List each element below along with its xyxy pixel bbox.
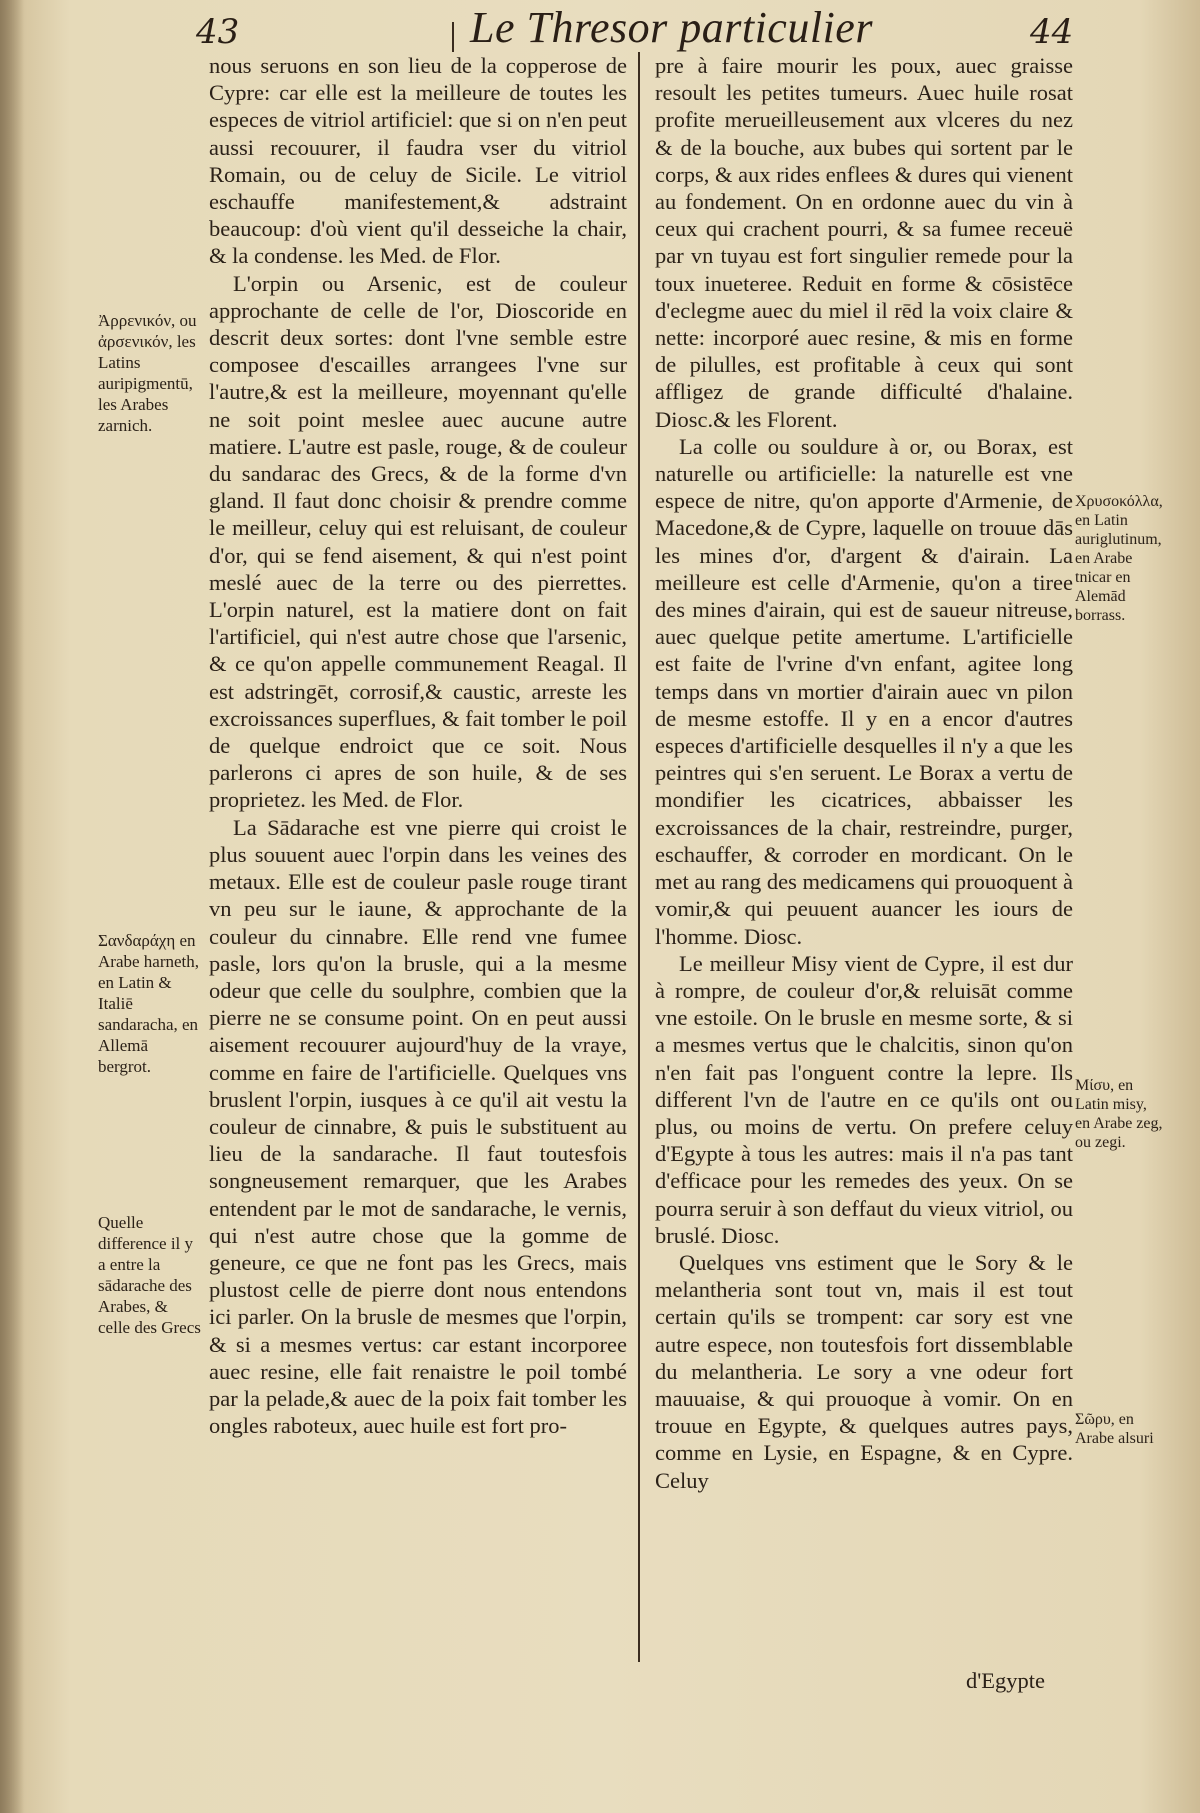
- paragraph-sandarache-cont: pre à faire mourir les poux, auec graisse resoult les petites tumeurs. Auec huile rosat profite merueilleusement aux vlceres du nez & de la bouche, aux bubes qui sortent par le corps, & aux rides enflees & dures qui vienent au fondement. On en ordonne auec du vin à ceux qui crachent pourri, & sa fumee receuë par vn tuyau est fort singulier remede pour la toux inueteree. Reduit en forme & cōsistēce d'eclegme auec du miel il rēd la voix claire & nette: incorporé auec resine, & mis en forme de pilulles, est profitable à ceux qui sont affligez de grande difficulté d'halaine. Diosc.& les Florent.: [655, 53, 1074, 432]
- paragraph-orpin: L'orpin ou Arsenic, est de couleur approchante de celle de l'or, Dioscoride en descrit deux sortes: dont l'vne semble estre composee d'escailles arrangees l'vne sur l'autre,& est la meilleure, moyennant qu'elle ne soit point meslee auec aucune autre matiere. L'autre est pasle, rouge, & de couleur du sandarac des Grecs, & de la forme d'vn gland. Il faut donc choisir & prendre comme le meilleur, celuy qui est reluisant, de couleur d'or, qui se fend aisement, & qui n'est point meslé auec de la terre ou des pierrettes. L'orpin naturel, est la matiere dont on fait l'artificiel, qui n'est autre chose que l'arsenic, & ce qu'on appelle communement Reagal. Il est adstringēt, corrosif,& caustic, arreste les excroissances superflues, & fait tomber le poil de quelque endroict que ce soit. Nous parlerons ci apres de son huile, & de ses proprietez. les Med. de Flor.: [209, 270, 627, 813]
- paragraph-sandarache: La Sādarache est vne pierre qui croist le plus souuent auec l'orpin dans les veines des metaux. Elle est de couleur pasle rouge tirant vn peu sur le iaune, & approchante de la couleur du cinnabre. Elle rend vne fumee pasle, lors qu'on la brusle, qui a la mesme odeur que celle du soulphre, combien que la pierre ne se consume point. On en peut aussi aisement recouurer aujourd'huy de la vraye, comme en faire de l'artificielle. Quelques vns bruslent l'orpin, iusques à ce qu'il ait vestu la couleur de cinnabre, & puis le substituent au lieu de la sandarache. Il faut toutesfois songneusement remarquer, que les Arabes entendent par le mot de sandarache, le vernis, qui n'est autre chose que la gomme de geneure, ce que ne font pas les Grecs, mais plustost celle de pierre dont nous entendons ici parler. On la brusle de mesmes que l'orpin, & si a mesmes vertus: car estant incorporee auec resine, elle fait renaistre le poil tombé par la pelade,& auec de la poix fait tomber les ongles raboteux, auec huile est fort pro-: [209, 814, 627, 1439]
- margin-note-misy: Μίσυ, en Latin misy, en Arabe zeg, ou zegi.: [1075, 1077, 1163, 1151]
- catchword: d'Egypte: [966, 1668, 1046, 1693]
- margin-note-difference: Quelle difference il y a entre la sādarache des Arabes, & celle des Grecs: [98, 1213, 201, 1337]
- running-title: Le Thresor particulier: [470, 3, 873, 52]
- paragraph-borax: La colle ou souldure à or, ou Borax, est naturelle ou artificielle: la naturelle est vne espece de nitre, qu'on apporte d'Armenie, de Macedone,& de Cypre, laquelle on trouue dās les mines d'or, d'argent & d'airain. La meilleure est celle d'Armenie, qu'on a tiree des mines d'airain, qui est de saueur nitreuse, auec quelque petite amertume. L'artificielle est faite de l'vrine d'vn enfant, agitee long temps dans vn mortier d'airain auec vn pilon de mesme estoffe. Il y en a encor d'autres especes d'artificielle desquelles il n'y a que les peintres qui s'en seruent. Le Borax a vertu de mondifier les cicatrices, abbaisser les excroissances de la chair, restreindre, purger, eschauffer, & corroder en mordicant. On le met au rang des medicamens qui prouoquent à vomir,& qui peuuent auancer les iours de l'homme. Diosc.: [655, 433, 1073, 949]
- paragraph-misy: Le meilleur Misy vient de Cypre, il est dur à rompre, de couleur d'or,& reluisāt comme vne estoile. On le brusle en mesme sorte, & si a mesmes vertus que le chalcitis, sinon qu'on n'en fait pas l'onguent contre la lepre. Ils different l'vn de l'autre en ce qu'ils ont ou plus, ou moins de vertu. On prefere celuy d'Egypte à tous les autres: mais il n'a pas tant d'efficace pour les remedes des yeux. On se pourra seruir à son deffaut du vieux vitriol, ou bruslé. Diosc.: [655, 950, 1073, 1248]
- header-rule: [452, 22, 462, 52]
- page-number-right: 44: [1030, 12, 1074, 52]
- margin-note-sandarache: Σανδαράχη en Arabe harneth, en Latin & Italiē sandaracha, en Allemā bergrot.: [98, 931, 200, 1076]
- binding-gutter: [0, 0, 24, 1813]
- paragraph-sory: Quelques vns estiment que le Sory & le melantheria sont tout vn, mais il est tout certain qu'ils se trompent: car sory est vne autre espece, non toutesfois fort dissemblable du melantheria. Le sory a vne odeur fort mauuaise, & qui prouoque à vomir. On en trouue en Egypte, & quelques autres pays, comme en Lysie, en Espagne, & en Cypre. Celuy: [655, 1249, 1073, 1493]
- margin-note-borax: Χρυσοκόλλα, en Latin auriglutinum, en Arabe tnicar en Alemād borrass.: [1075, 493, 1163, 624]
- left-text-column: [209, 52, 627, 1439]
- right-text-column: [655, 52, 1073, 1494]
- column-divider: [638, 52, 640, 1662]
- paragraph-vitriol: nous seruons en son lieu de la copperose de Cypre: car elle est la meilleure de toutes les especes de vitriol artificiel: que si on n'en peut aussi recouurer, il faudra vser du vitriol Romain, ou de celuy de Sicile. Le vitriol eschauffe manifestement,& adstraint beaucoup: d'où vient qu'il desseiche la chair, & la condense. les Med. de Flor.: [209, 53, 627, 269]
- margin-note-sory: Σῶρυ, en Arabe alsuri: [1075, 1411, 1154, 1447]
- margin-note-arsenic: Ἀρρενικόν, ou ἀρσενικόν, les Latins auripigmentū, les Arabes zarnich.: [98, 311, 197, 435]
- page-number-left: 43: [196, 12, 240, 52]
